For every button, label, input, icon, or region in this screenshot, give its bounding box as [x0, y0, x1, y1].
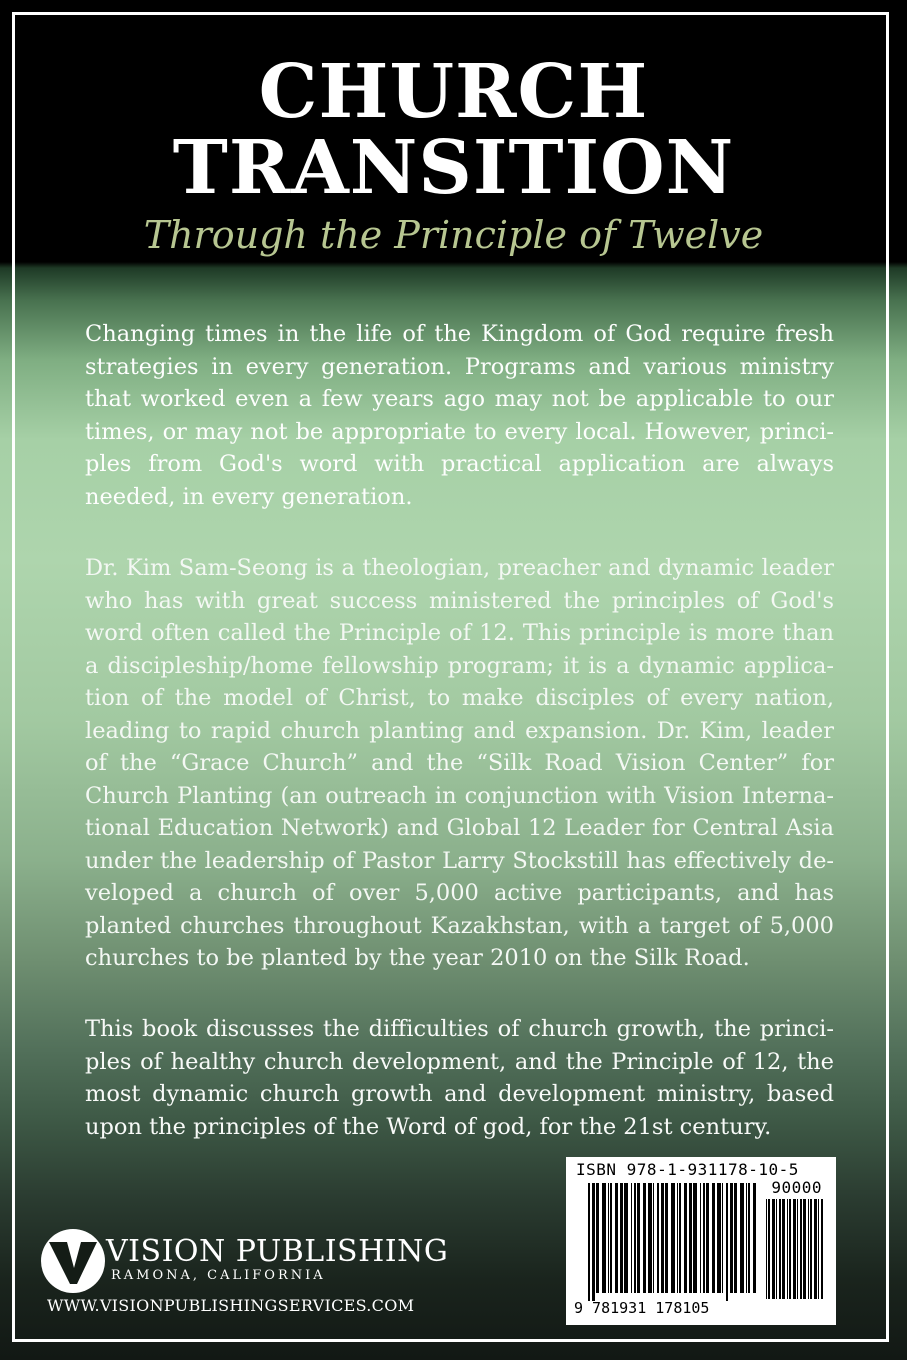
barcode-addon-bar	[803, 1199, 806, 1299]
barcode-bar	[671, 1183, 675, 1293]
publisher-location: RAMONA, CALIFORNIA	[111, 1268, 326, 1283]
barcode-bar	[624, 1183, 628, 1293]
barcode-bar	[615, 1183, 618, 1293]
barcode-bar	[602, 1183, 606, 1293]
barcode-bar	[592, 1183, 595, 1301]
title-line-2: TRANSITION	[172, 125, 735, 211]
barcode-addon-bar	[793, 1199, 796, 1299]
barcode-bar	[712, 1183, 715, 1293]
barcode-bar	[734, 1183, 737, 1293]
barcode-bar	[684, 1183, 687, 1293]
barcode-bar	[620, 1183, 623, 1293]
isbn-barcode	[566, 1157, 836, 1325]
barcode-addon-bar	[818, 1199, 819, 1299]
barcode-bars	[588, 1183, 760, 1301]
barcode-bar	[665, 1183, 668, 1293]
barcode-bar	[693, 1183, 697, 1293]
author-bio-paragraph: Dr. Kim Sam-Seong is a theologian, preacher and dynamic leader who has with great success ministered the principles of God's word often called the Principle of 12. This principle is more than a discipleship/home fellowship program; it is a dynamic application of the model of Christ, to make disciples of every nation, leading to rapid church planting and expansion. Dr. Kim, leader of the “Grace Church” and the “Silk Road Vision Center” for Church Planting (an outreach in conjunction with Vision International Education Network) and Global 12 Leader for Central Asia under the leadership of Pastor Larry Stockstill has effectively developed a church of over 5,000 active participants, and has planted churches throughout Kazakhstan, with a target of 5,000 churches to be planted by the year 2010 on the Silk Road.	[85, 555, 834, 971]
barcode-bar	[726, 1183, 728, 1301]
barcode-addon-bar	[779, 1199, 781, 1299]
barcode-addon-bar	[776, 1199, 777, 1299]
barcode-addon-bar	[810, 1199, 812, 1299]
v-logo-icon	[40, 1228, 106, 1294]
description-paragraph-1: Changing times in the life of the Kingdom of God require fresh strategies in every generation. Programs and various ministry that worked even a few years ago may not be applicable to our times, or may not be appropriate to every local. However, principles from God's word with practical application are always needed, in every generation.	[85, 321, 834, 510]
barcode-bar	[679, 1183, 681, 1293]
barcode-bar	[657, 1183, 659, 1293]
publisher-url: WWW.VISIONPUBLISHINGSERVICES.COM	[47, 1296, 415, 1315]
barcode-bar	[610, 1183, 612, 1293]
barcode-bar	[643, 1183, 646, 1293]
summary-paragraph: This book discusses the difficulties of church growth, the principles of healthy church development, and the Principle of 12, the most dynamic church growth and development ministry, based upon the principles of the Word of god, for the 21st century.	[85, 1016, 834, 1140]
barcode-bar	[689, 1183, 692, 1293]
barcode-bar	[637, 1183, 640, 1293]
barcode-bar	[588, 1183, 590, 1301]
barcode-bar	[740, 1183, 744, 1293]
barcode-bar	[661, 1183, 664, 1293]
title-line-1: CHURCH	[258, 49, 649, 135]
barcode-bar	[706, 1183, 709, 1293]
barcode-bar	[596, 1183, 599, 1293]
barcode-addon-bar	[814, 1199, 817, 1299]
barcode-bar	[677, 1183, 678, 1293]
barcode-addon-bar	[821, 1199, 823, 1299]
barcode-bar	[717, 1183, 721, 1293]
barcode-bar	[653, 1183, 654, 1293]
publisher-name: VISION PUBLISHING	[106, 1234, 449, 1269]
barcode-addon-bar	[797, 1199, 798, 1299]
barcode-bar	[631, 1183, 632, 1293]
barcode-bar	[703, 1183, 705, 1293]
barcode-addon-bars	[766, 1199, 826, 1317]
barcode-bar	[730, 1183, 733, 1293]
barcode-bar	[634, 1183, 636, 1293]
subtitle: Through the Principle of Twelve	[143, 213, 764, 257]
barcode-addon-bar	[768, 1199, 770, 1299]
barcode-digits: 9 781931 178105	[574, 1299, 710, 1317]
barcode-bar	[700, 1183, 701, 1293]
barcode-bar	[746, 1183, 747, 1293]
barcode-bar	[608, 1183, 609, 1293]
barcode-bar	[753, 1183, 756, 1293]
barcode-addon-bar	[800, 1199, 802, 1299]
barcode-bar	[748, 1183, 750, 1293]
barcode-addon-bar	[766, 1199, 767, 1299]
barcode-bar	[648, 1183, 652, 1293]
barcode-addon-bar	[789, 1199, 791, 1299]
price-code: 90000	[771, 1178, 822, 1197]
barcode-addon-bar	[787, 1199, 788, 1299]
barcode-bar	[722, 1183, 723, 1293]
barcode-addon-bar	[782, 1199, 785, 1299]
barcode-addon-bar	[772, 1199, 775, 1299]
isbn-label: ISBN 978-1-931178-10-5	[576, 1160, 799, 1179]
barcode-addon-bar	[808, 1199, 809, 1299]
